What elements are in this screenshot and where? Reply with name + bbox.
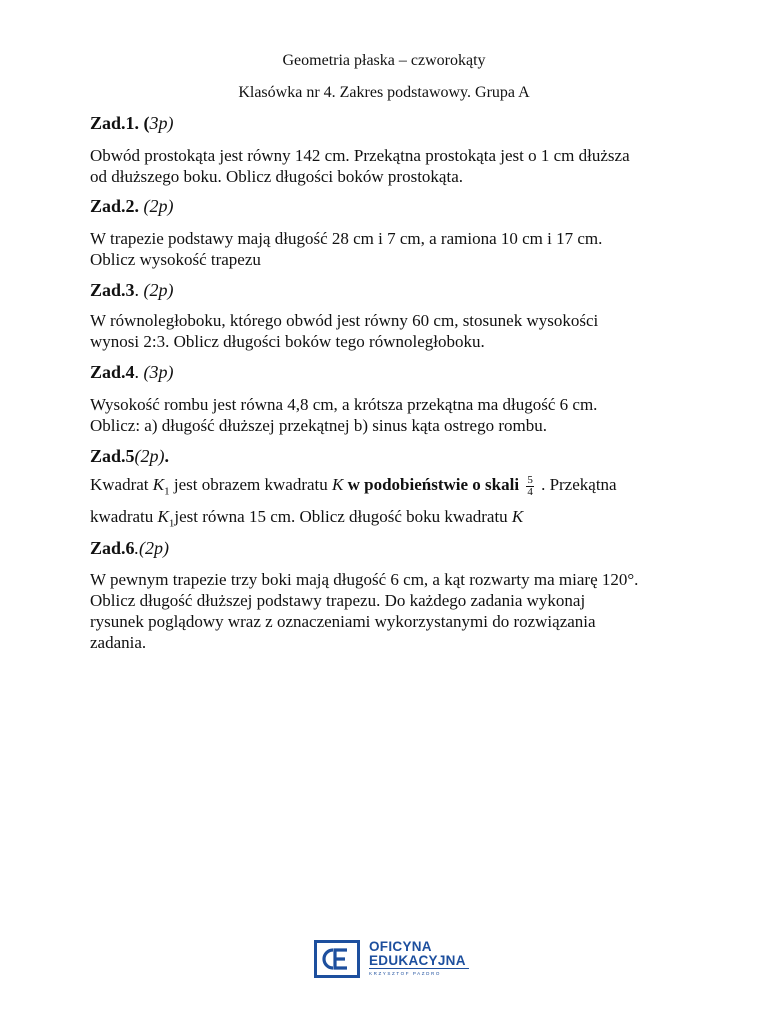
task-5-label: Zad.5 [90,446,135,466]
task-2-line-1: W trapezie podstawy mają długość 28 cm i 7 cm, a ramiona 10 cm i 17 cm. [90,229,603,248]
task-5-heading [90,446,169,467]
task-5-text [90,473,690,535]
subscript-1: 1 [164,485,170,498]
var-k1-letter: K [152,475,165,494]
var-k-second: K [511,507,524,527]
var-k: K [332,475,344,494]
task-2-points: (2p) [143,196,174,216]
task-6-heading [90,538,169,559]
fraction-numerator: 5 [527,473,533,486]
logo-subtitle: KRZYSZTOF PAZDRO [369,971,441,976]
task-5-line-1 [90,474,690,502]
page-title: Geometria płaska – czworokąty [282,52,486,69]
task-5-points: (2p) [134,446,165,466]
task-5-text-e: kwadratu [90,507,158,527]
task-3-line-1: W równoległoboku, którego obwód jest równy 60 cm, stosunek wysokości [90,311,599,330]
task-3-points: (2p) [143,280,174,300]
logo-line-1: OFICYNA [369,939,432,954]
task-3-text [90,310,690,352]
task-3-line-2: wynosi 2:3. Oblicz długości boków tego równoległoboku. [90,332,485,351]
task-1-line-2: od dłuższego boku. Oblicz długości boków prostokąta. [90,167,463,186]
page-subtitle: Klasówka nr 4. Zakres podstawowy. Grupa A [238,84,530,101]
fraction-denominator: 4 [527,485,533,498]
task-3-sep: . [134,280,144,300]
task-4-label: Zad.4 [90,362,135,382]
logo-divider [369,968,469,969]
task-6-line-2: Oblicz długość dłuższej podstawy trapezu. Do każdego zadania wykonaj [90,591,586,610]
task-1-text [90,145,690,187]
logo-wordmark [369,940,466,968]
task-5-line-2 [90,506,690,534]
oe-logo-icon [314,940,360,978]
var-k1 [153,475,164,494]
task-2-text [90,228,690,270]
task-6-line-1: W pewnym trapezie trzy boki mają długość 6 cm, a kąt rozwarty ma miarę 120°. [90,570,639,589]
task-5-end: . [164,446,170,466]
task-1-points-open: ( [139,113,150,133]
task-5-text-c: w podobieństwie o skali [343,475,524,494]
subscript-1-second: 1 [168,517,175,530]
task-6-label: Zad.6 [90,538,135,558]
task-1-points: 3p [149,113,168,133]
task-4-line-2: Oblicz: a) długość dłuższej przekątnej b) sinus kąta ostrego rombu. [90,416,547,435]
task-4-points: (3p) [143,362,174,382]
task-4-text [90,394,690,436]
task-6-line-4: zadania. [90,633,147,652]
task-3-heading [90,280,174,301]
var-k1-second: K [157,507,169,527]
task-1-line-1: Obwód prostokąta jest równy 142 cm. Przekątna prostokąta jest o 1 cm dłuższa [90,146,630,165]
task-5-text-b: jest obrazem kwadratu [169,475,333,494]
task-4-line-1: Wysokość rombu jest równa 4,8 cm, a krótsza przekątna ma długość 6 cm. [90,395,598,414]
task-5-text-a: Kwadrat [90,475,153,494]
task-6-points: .(2p) [134,538,170,558]
task-2-label: Zad.2. [90,196,140,216]
task-5-text-d: . Przekątna [536,475,617,494]
task-3-label: Zad.3 [90,280,135,300]
task-5-text-f: jest równa 15 cm. Oblicz długość boku kwadratu [174,507,512,527]
publisher-logo [314,938,474,982]
task-6-line-3: rysunek poglądowy wraz z oznaczeniami wykorzystanymi do rozwiązania [90,612,596,631]
task-4-heading [90,362,174,383]
task-4-sep: . [134,362,144,382]
scale-fraction [526,475,534,498]
task-1-points-close: ) [167,113,174,133]
task-1-label: Zad.1. [90,113,140,133]
task-2-line-2: Oblicz wysokość trapezu [90,250,261,269]
task-1-heading [90,113,174,134]
task-6-text [90,569,690,653]
logo-line-2: EDUKACYJNA [369,953,466,968]
task-2-heading [90,196,174,217]
